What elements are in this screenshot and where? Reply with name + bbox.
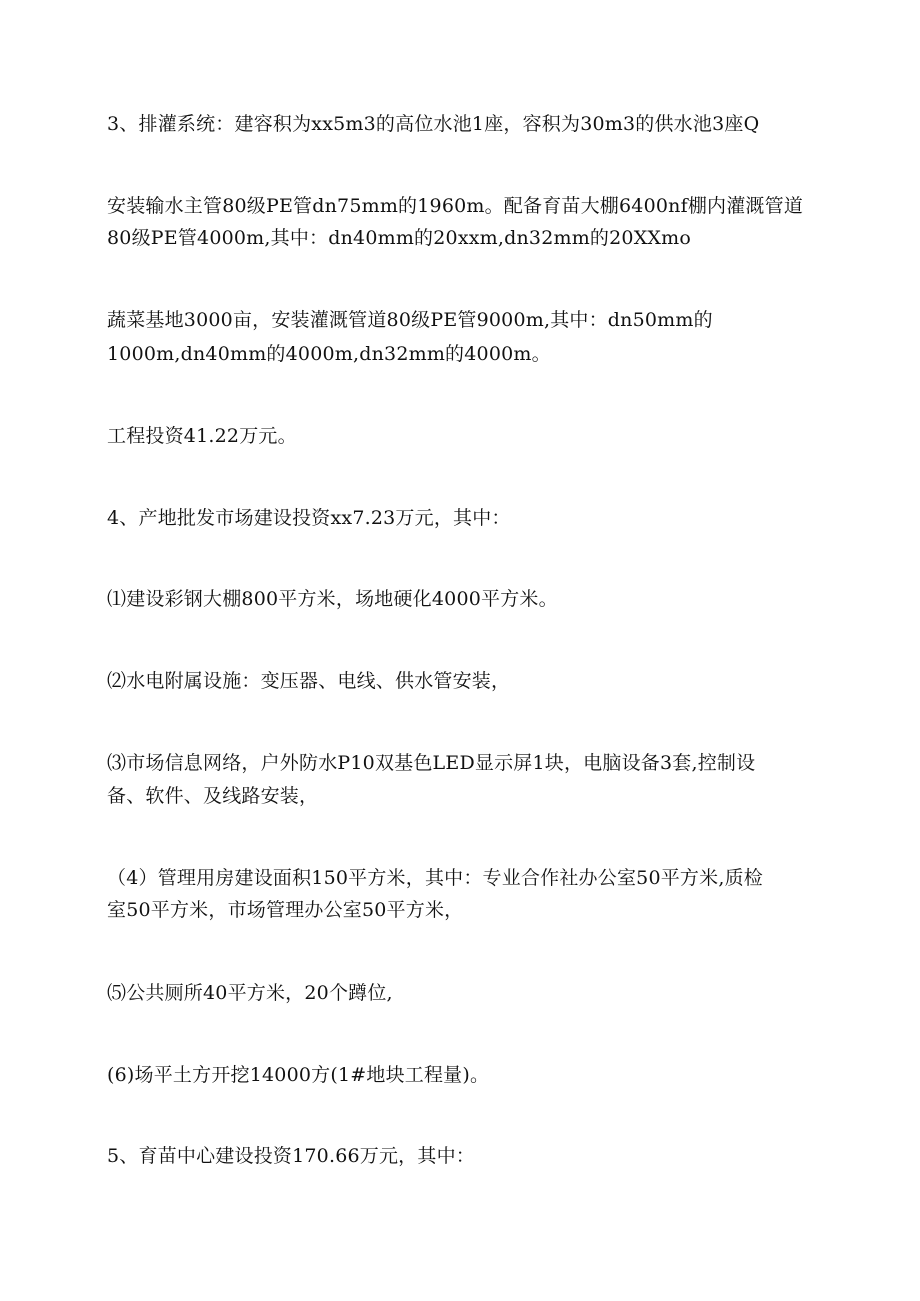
paragraph-project-investment: 工程投资41.22万元。	[107, 425, 297, 447]
list-item-info-network-line-2: 备、软件、及线路安装，	[107, 785, 319, 807]
list-item-management-housing-line-2: 室50平方米，市场管理办公室50平方米，	[107, 899, 464, 921]
paragraph-vegetable-base-line-2: 1000m,dn40mm的4000m,dn32mm的4000m。	[107, 343, 551, 365]
paragraph-seedling-center: 5、育苗中心建设投资170.66万元，其中：	[107, 1145, 475, 1167]
paragraph-irrigation-system: 3、排灌系统：建容积为xx5m3的高位水池1座，容积为30m3的供水池3座Q	[107, 113, 760, 135]
paragraph-main-pipe-line-2: 80级PE管4000m,其中：dn40mm的20xxm,dn32mm的20XXmo	[107, 227, 692, 249]
list-item-info-network-line-1: ⑶市场信息网络，户外防水P10双基色LED显示屏1块，电脑设备3套,控制设	[107, 752, 756, 774]
paragraph-vegetable-base-line-1: 蔬菜基地3000亩，安装灌溉管道80级PE管9000m,其中：dn50mm的	[107, 309, 713, 331]
list-item-steel-greenhouse: ⑴建设彩钢大棚800平方米，场地硬化4000平方米。	[107, 588, 558, 610]
list-item-earthwork: (6)场平土方开挖14000方(1#地块工程量)。	[107, 1064, 490, 1086]
list-item-management-housing-line-1: （4）管理用房建设面积150平方米，其中：专业合作社办公室50平方米,质检	[107, 867, 763, 889]
paragraph-main-pipe-line-1: 安装输水主管80级PE管dn75mm的1960m。配备育苗大棚6400nf棚内灌溉管道	[107, 195, 804, 217]
paragraph-wholesale-market: 4、产地批发市场建设投资xx7.23万元，其中：	[107, 507, 511, 529]
list-item-utilities: ⑵水电附属设施：变压器、电线、供水管安装，	[107, 670, 511, 692]
list-item-public-toilet: ⑸公共厕所40平方米，20个蹲位,	[107, 982, 393, 1004]
